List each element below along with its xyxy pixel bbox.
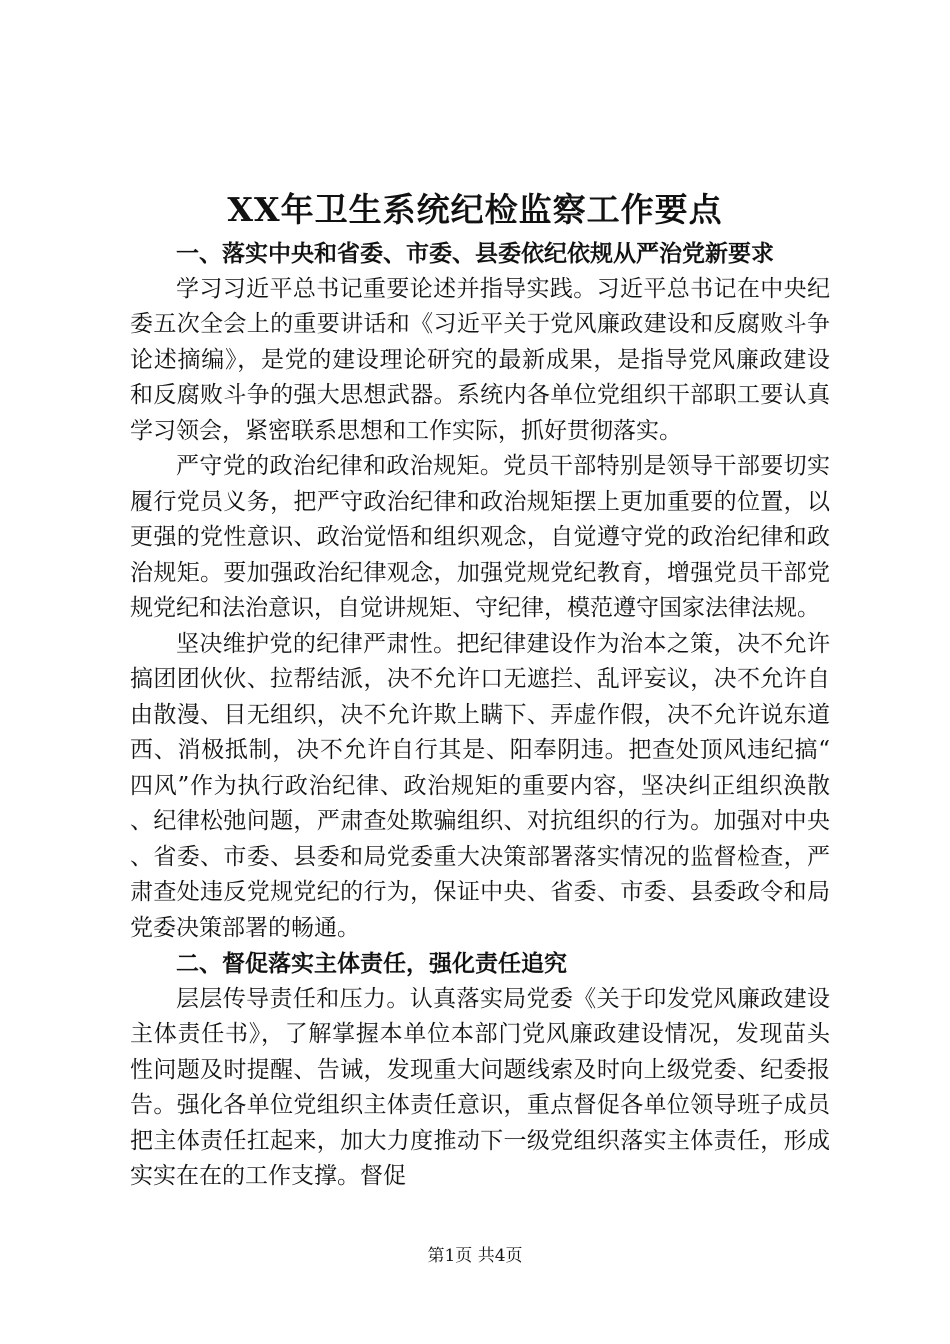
paragraph-responsibility: 层层传导责任和压力。认真落实局党委《关于印发党风廉政建设主体责任书》，了解掌握本单位本部门党风廉政建设情况，发现苗头性问题及时提醒、告诫，发现重大问题线索及时向上级党委、纪委报告。强化各单位党组织主体责任意识，重点督促各单位领导班子成员把主体责任扛起来，加大力度推动下一级党组织落实主体责任，形成实实在在的工作支撑。督促 bbox=[130, 985, 830, 1189]
section-heading-2: 二、督促落实主体责任，强化责任追究 bbox=[176, 950, 567, 977]
page-footer: 第1页 共4页 bbox=[427, 1246, 523, 1266]
paragraph-seriousness: 坚决维护党的纪律严肃性。把纪律建设作为治本之策，决不允许搞团团伙伙、拉帮结派，决不允许口无遮拦、乱评妄议，决不允许自由散漫、目无组织，决不允许欺上瞒下、弄虚作假，决不允许说东道西、消极抵制，决不允许自行其是、阳奉阴违。把查处顶风违纪搞“四风”作为执行政治纪律、政治规矩的重要内容，坚决纠正组织涣散、纪律松弛问题，严肃查处欺骗组织、对抗组织的行为。加强对中央、省委、市委、县委和局党委重大决策部署落实情况的监督检查，严肃查处违反党规党纪的行为，保证中央、省委、市委、县委政令和局党委决策部署的畅通。 bbox=[130, 630, 830, 941]
document-title: XX年卫生系统纪检监察工作要点 bbox=[227, 190, 723, 229]
paragraph-study: 学习习近平总书记重要论述并指导实践。习近平总书记在中央纪委五次全会上的重要讲话和《习近平关于党风廉政建设和反腐败斗争论述摘编》，是党的建设理论研究的最新成果，是指导党风廉政建设和反腐败斗争的强大思想武器。系统内各单位党组织干部职工要认真学习领会，紧密联系思想和工作实际，抓好贯彻落实。 bbox=[130, 275, 830, 444]
document-body bbox=[130, 236, 830, 1195]
paragraph-discipline: 严守党的政治纪律和政治规矩。党员干部特别是领导干部要切实履行党员义务，把严守政治纪律和政治规矩摆上更加重要的位置，以更强的党性意识、政治觉悟和组织观念，自觉遵守党的政治纪律和政治规矩。要加强政治纪律观念，加强党规党纪教育，增强党员干部党规党纪和法治意识，自觉讲规矩、守纪律，模范遵守国家法律法规。 bbox=[130, 453, 830, 621]
section-heading-1: 一、落实中央和省委、市委、县委依纪依规从严治党新要求 bbox=[176, 240, 774, 267]
